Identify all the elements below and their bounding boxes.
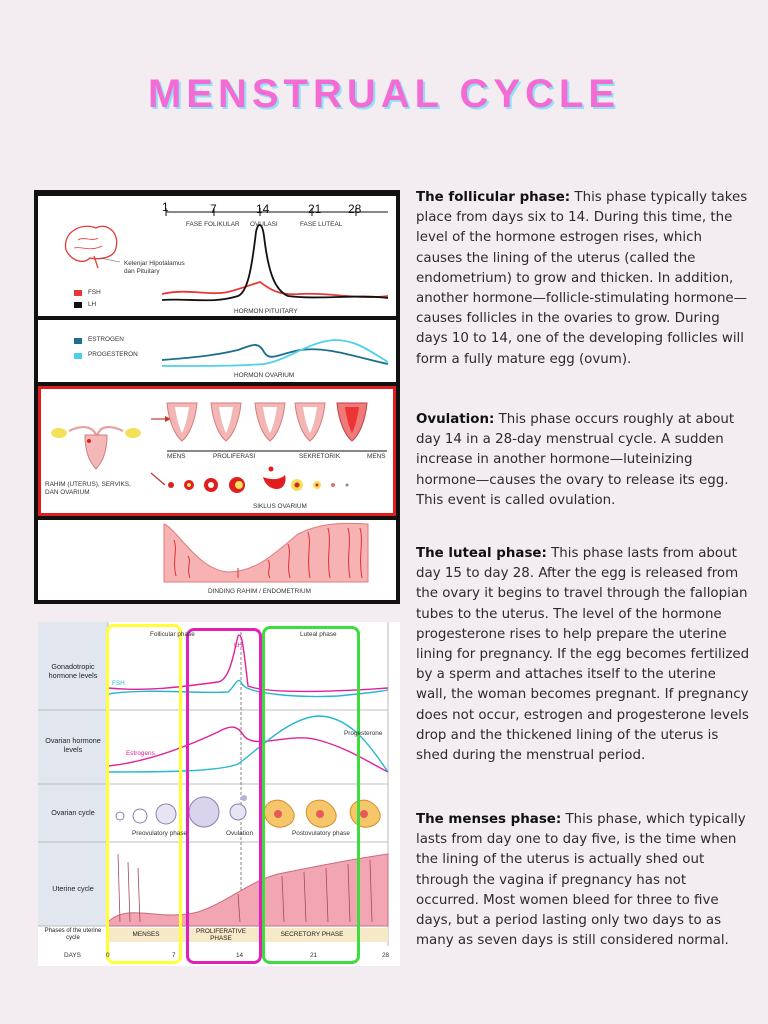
lh-curve [162, 225, 388, 300]
uterus-stage-label: MENS [167, 453, 186, 460]
preovulatory-label: Preovulatory phase [132, 830, 188, 837]
menstrual-cycle-diagram-indonesian [34, 190, 400, 604]
row-label-phases: Phases of the uterine cycle [44, 928, 102, 941]
days-label: DAYS [64, 952, 81, 959]
row-label-ovarian-cycle: Ovarian cycle [51, 808, 95, 817]
uterus-stage-label: MENS [367, 453, 386, 460]
day-label: 21 [308, 202, 322, 216]
follicular-phase-top-label: Follicular phase [150, 631, 195, 638]
menses-phase-section [416, 810, 750, 951]
proliferative-phase-frame [186, 628, 262, 964]
lh-label: LH [234, 642, 243, 649]
ovulation-body: This phase occurs roughly at about day 14 in a 28-day menstrual cycle. A sudden increase in another hormone—luteinizing hormone—causes the ovary to release its egg. This event is called ovulation. [416, 412, 735, 508]
ovary-cycle-caption: SIKLUS OVARIUM [253, 503, 307, 510]
pituitary-caption: HORMON PITUITARY [234, 308, 298, 315]
fsh-legend-label: FSH [88, 289, 101, 296]
uterus-ovary-panel [38, 386, 396, 516]
follicular-phase-body: This phase typically takes place from days six to 14. During this time, the level of the hormone estrogen rises, which causes the lining of the uterus (called the endometrium) to grow and thicken. In addition, another hormone—follicle-stimulating hormone—causes follicles in the ovaries to grow. During days 10 to 14, one of the developing follicles will form a fully mature egg (ovum). [416, 190, 748, 367]
progesteron-curve [162, 340, 388, 366]
phase-label: FASE FOLIKULAR [186, 221, 240, 228]
row-label-gonadotropic: Gonadotropic hormone levels [48, 662, 98, 680]
ovarian-caption: HORMON OVARIUM [234, 372, 295, 379]
secretory-phase-frame [262, 626, 360, 964]
menses-phase-heading: The menses phase: [416, 812, 562, 827]
progesterone-label: Progesterone [344, 730, 383, 737]
proliferative-phase-name: PROLIFERATIVE PHASE [196, 928, 246, 942]
day-tick: 21 [310, 952, 318, 959]
phase-label: FASE LUTEAL [300, 221, 343, 228]
phase-label: OVULASI [250, 221, 278, 228]
day-tick: 0 [106, 952, 110, 959]
follicular-phase-section [416, 188, 750, 370]
ovulation-section [416, 410, 750, 511]
ovulation-heading: Ovulation: [416, 412, 495, 427]
ovarian-follicle-icons [168, 467, 349, 494]
uterus-icon [51, 427, 141, 469]
day-tick: 7 [172, 952, 176, 959]
fsh-label: FSH [112, 680, 125, 687]
secretory-phase-name: SECRETORY PHASE [280, 931, 344, 938]
luteal-phase-body: This phase lasts from about day 15 to day 28. After the egg is released from the ovary it begins to travel through the fallopian tubes to the uterus. The level of the hormone progesterone rises to help prepare the uterine lining for pregnancy. If the egg becomes fertilized by a sperm and attaches itself to the uterine wall, the woman becomes pregnant. If pregnancy does not occur, estrogen and progesterone levels drop and the thickened lining of the uterus is shed during the menstrual period. [416, 546, 750, 764]
day-label: 1 [162, 200, 169, 214]
hypothalamus-label: Kelenjar Hipotalamus dan Pituitary [124, 260, 185, 275]
follicular-phase-heading: The follicular phase: [416, 190, 571, 205]
ovulation-label: Ovulation [226, 830, 253, 837]
day-tick: 28 [382, 952, 390, 959]
luteal-phase-section [416, 544, 750, 766]
menses-phase-body: This phase, which typically lasts from day one to day five, is the time when the lining of the uterus is actually shed out through the vagina if pregnancy has not occurred. Most women bleed for three to five days, but a period lasting only two days to as many as seven days is still considered normal. [416, 812, 746, 949]
uterus-stage-icons [167, 403, 367, 441]
ovarian-hormone-panel [38, 320, 396, 382]
row-label-ovarian-hormone: Ovarian hormone levels [45, 736, 101, 754]
pituitary-chart [38, 196, 396, 316]
menses-phase-name: MENSES [132, 931, 160, 938]
progesteron-legend-label: PROGESTERON [88, 351, 138, 358]
day-tick: 14 [236, 952, 244, 959]
pituitary-hormone-panel [38, 196, 396, 316]
postovulatory-label: Postovulatory phase [292, 830, 350, 837]
estrogens-label: Estrogens [126, 750, 155, 757]
menses-phase-frame [106, 624, 182, 964]
uterus-stage-label: PROLIFERASI [213, 453, 256, 460]
luteal-phase-heading: The luteal phase: [416, 546, 547, 561]
day-label: 7 [210, 202, 217, 216]
brain-icon [65, 226, 116, 268]
uterus-label: RAHIM (UTERUS), SERVIKS, DAN OVARIUM [45, 481, 131, 496]
menstrual-cycle-diagram-english [38, 622, 400, 966]
progesteron-legend-swatch [74, 353, 82, 359]
fsh-legend-swatch [74, 290, 82, 296]
lh-legend-label: LH [88, 301, 97, 308]
endometrium-caption: DINDING RAHIM / ENDOMETRIUM [208, 588, 311, 595]
page-title: MENSTRUAL CYCLE [147, 72, 621, 116]
day-label: 28 [348, 202, 362, 216]
estrogen-legend-label: ESTROGEN [88, 336, 124, 343]
day-label: 14 [256, 202, 270, 216]
luteal-phase-top-label: Luteal phase [300, 631, 337, 638]
lh-legend-swatch [74, 302, 82, 308]
endometrium-panel [38, 520, 396, 600]
estrogen-legend-swatch [74, 338, 82, 344]
row-label-uterine-cycle: Uterine cycle [52, 884, 94, 893]
uterus-stage-label: SEKRETORIK [299, 453, 341, 460]
